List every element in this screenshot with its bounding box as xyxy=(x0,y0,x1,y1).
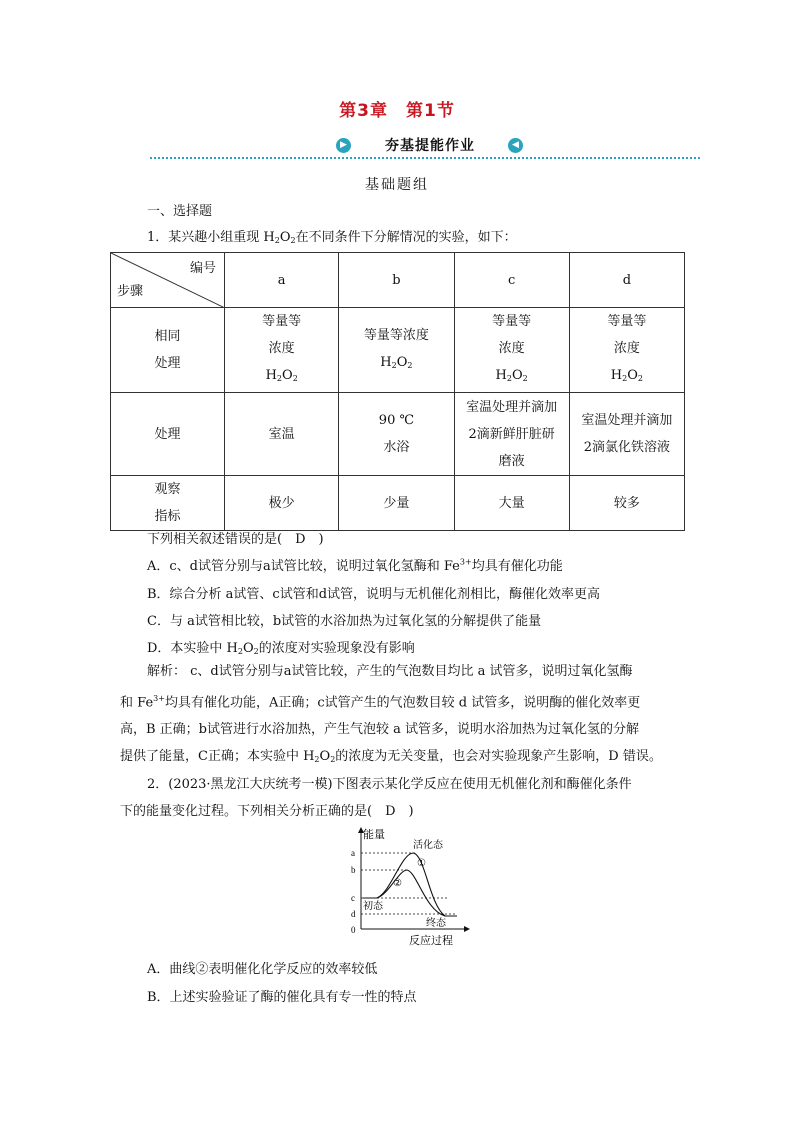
label-initial-state: 初态 xyxy=(363,901,383,912)
cell-a-observe: 极少 xyxy=(225,476,339,531)
q1-analysis xyxy=(120,658,678,773)
banner-title: 夯基提能作业 xyxy=(385,138,475,154)
banner-left-arrow-icon: ◀ xyxy=(508,138,523,153)
label-final-state: 终态 xyxy=(426,918,446,929)
cell-a-treatment: 室温 xyxy=(225,393,339,476)
q1-option-b: B．综合分析 a试管、c试管和d试管，说明与无机催化剂相比，酶催化效率更高 xyxy=(147,587,601,602)
analysis-line-4: 提供了能量，C正确；本实验中 $H_2O_2$的浓度为无关变量，也会对实验现象产生影响，D 错误。 xyxy=(120,749,662,765)
cell-d-same: 等量等 浓度 $H_2O_2$ xyxy=(569,308,684,393)
tick-0: 0 xyxy=(351,925,356,935)
cell-d-treatment: 室温处理并滴加 2滴氯化铁溶液 xyxy=(569,393,684,476)
q2-stem-line-2: 下的能量变化过程。下列相关分析正确的是( D ) xyxy=(120,804,414,819)
q2-stem xyxy=(120,771,678,825)
section-heading: 基础题组 xyxy=(365,177,429,193)
q2-option-b: B．上述实验验证了酶的催化具有专一性的特点 xyxy=(147,990,417,1005)
x-axis-label: 反应过程 xyxy=(409,934,453,947)
col-b-header: b xyxy=(339,253,454,308)
analysis-line-1: 解析： c、d试管分别与a试管比较，产生的气泡数目均比 a 试管多，说明过氧化氢酶 xyxy=(147,664,633,679)
cell-c-treatment: 室温处理并滴加 2滴新鲜肝脏研 磨液 xyxy=(454,393,569,476)
tick-d: d xyxy=(351,909,356,919)
row-same-treatment-label: 相同 处理 xyxy=(111,308,225,393)
experiment-table xyxy=(110,252,685,531)
cell-b-same: 等量等浓度 $H_2O_2$ xyxy=(339,308,454,393)
tick-c: c xyxy=(351,893,355,903)
cell-c-observe: 大量 xyxy=(454,476,569,531)
label-curve-2: ② xyxy=(393,878,402,889)
banner-right-arrow-icon: ▶ xyxy=(336,138,351,153)
label-curve-1: ① xyxy=(417,858,426,869)
label-activated-state: 活化态 xyxy=(413,840,443,851)
header-step-label: 步骤 xyxy=(117,284,144,299)
cell-b-observe: 少量 xyxy=(339,476,454,531)
cell-d-observe: 较多 xyxy=(569,476,684,531)
q1-option-a: A．c、d试管分别与a试管比较，说明过氧化氢酶和 $Fe^{3+}$均具有催化功能 xyxy=(147,557,563,574)
q1-stem: 1．某兴趣小组重现 $H_2O_2$在不同条件下分解情况的实验，如下： xyxy=(147,230,517,245)
energy-diagram xyxy=(335,824,475,948)
page-title: 第3章 第1节 xyxy=(339,101,455,121)
y-axis-label: 能量 xyxy=(363,828,385,841)
q1-question: 下列相关叙述错误的是( D ) xyxy=(147,532,324,547)
table-corner-cell xyxy=(111,253,225,308)
banner-divider xyxy=(150,157,700,159)
analysis-line-3: 高，B 正确；b试管进行水浴加热，产生气泡较 a 试管多，说明水浴加热为过氧化氢的分解 xyxy=(120,722,640,738)
q2-option-a: A．曲线②表明催化化学反应的效率较低 xyxy=(147,962,378,977)
tick-b: b xyxy=(351,865,356,875)
col-c-header: c xyxy=(454,253,569,308)
header-number-label: 编号 xyxy=(190,261,217,276)
analysis-line-2: 和 $Fe^{3+}$均具有催化功能，A正确；c试管产生的气泡数目较 d 试管多，说明酶的催化效率更 xyxy=(120,694,641,711)
q1-option-c: C．与 a试管相比较，b试管的水浴加热为过氧化氢的分解提供了能量 xyxy=(147,614,542,629)
part-heading: 一、选择题 xyxy=(147,204,213,219)
tick-a: a xyxy=(351,848,355,858)
row-observe-label: 观察 指标 xyxy=(111,476,225,531)
cell-b-treatment: 90 ℃ 水浴 xyxy=(339,393,454,476)
q1-option-d: D．本实验中 $H_2O_2$的浓度对实验现象没有影响 xyxy=(147,641,415,656)
cell-a-same: 等量等 浓度 $H_2O_2$ xyxy=(225,308,339,393)
col-a-header: a xyxy=(225,253,339,308)
row-treatment-label: 处理 xyxy=(111,393,225,476)
col-d-header: d xyxy=(569,253,684,308)
cell-c-same: 等量等 浓度 $H_2O_2$ xyxy=(454,308,569,393)
curve-2 xyxy=(377,870,445,916)
q2-stem-line-1: 2．(2023·黑龙江大庆统考一模)下图表示某化学反应在使用无机催化剂和酶催化条件 xyxy=(147,777,632,792)
